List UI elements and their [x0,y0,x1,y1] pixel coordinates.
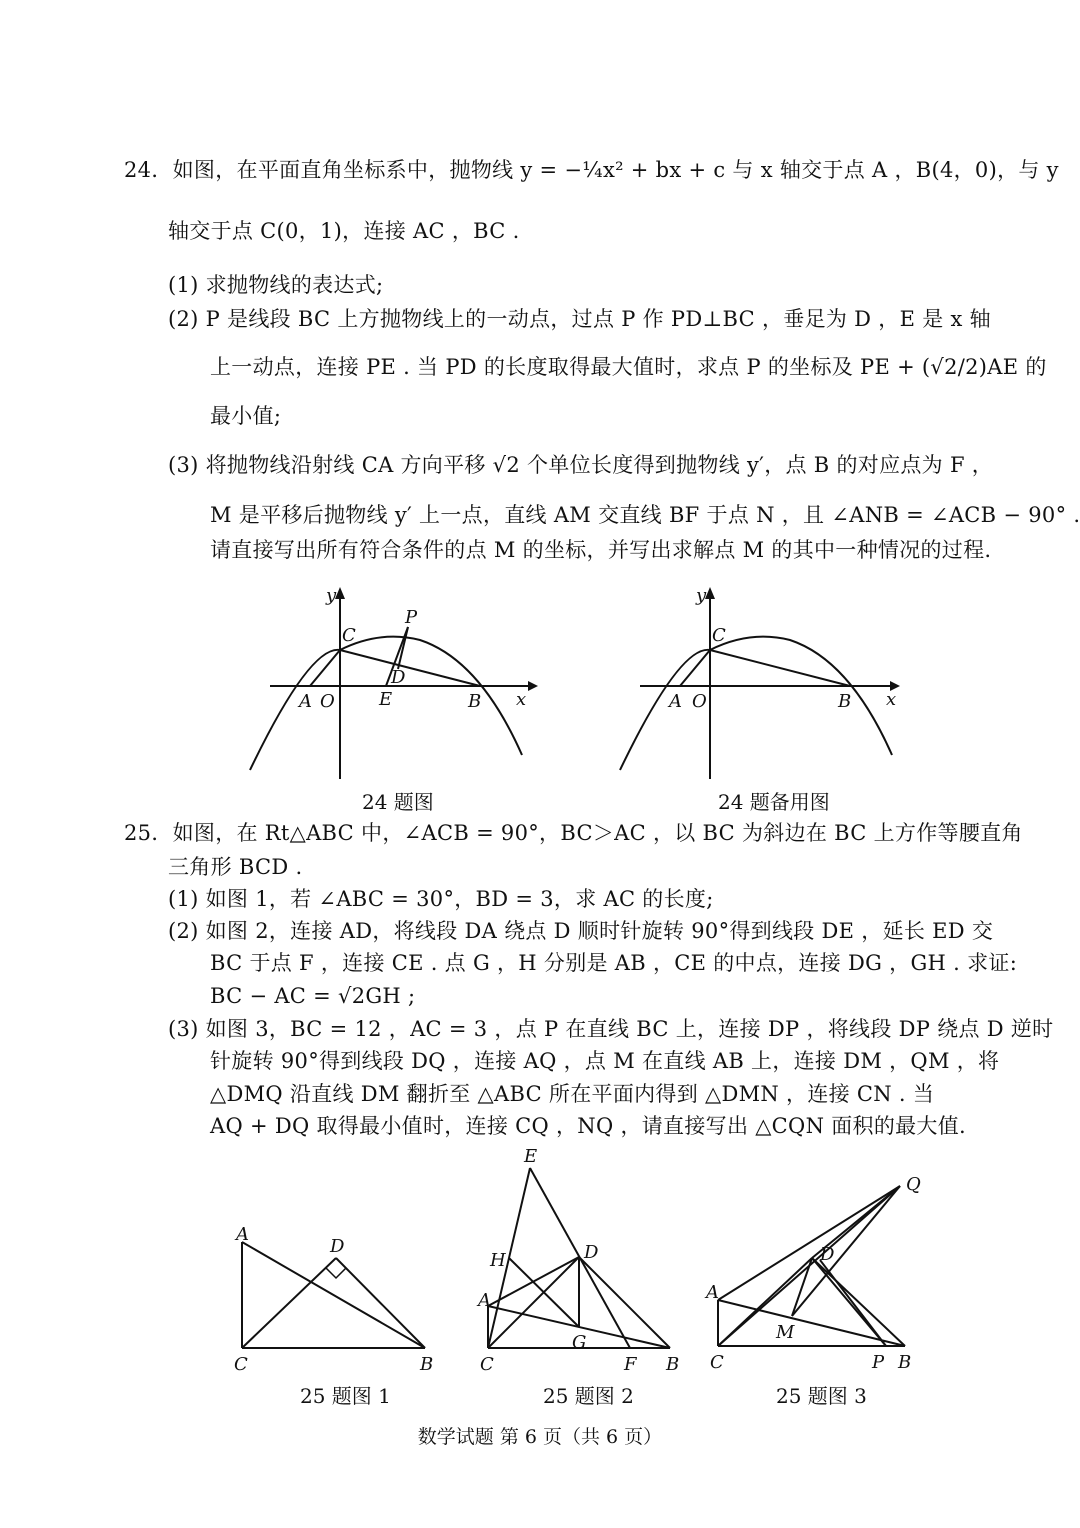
q25-part3-b: 针旋转 90°得到线段 DQ ，连接 AQ ，点 M 在直线 AB 上，连接 DM ，QM ，将 [210,1049,1000,1073]
q25-part3-a: (3) 如图 3，BC = 12 ，AC = 3 ，点 P 在直线 BC 上，连接 DP ，将线段 DP 绕点 D 逆时 [168,1017,1054,1041]
q25-part2-b: BC 于点 F ，连接 CE . 点 G ，H 分别是 AB ，CE 的中点，连接 DG ，GH . 求证: [210,951,1018,975]
page-footer: 数学试题 第 6 页（共 6 页） [417,1426,663,1448]
label-d: D [330,1236,345,1257]
q25-part2-c: BC − AC = √2GH ; [210,984,416,1008]
q24-figure-caption: 24 题图 [362,790,434,814]
segment-mq [792,1186,900,1316]
label-q: Q [906,1174,921,1195]
q24-part3-a: (3) 将抛物线沿射线 CA 方向平移 √2 个单位长度得到抛物线 y′，点 B 的对应点为 F ， [168,453,994,477]
q25-figure-1 [230,1220,450,1380]
label-b: B [666,1354,680,1375]
q24-line2: 轴交于点 C(0，1)，连接 AC ，BC . [168,219,520,243]
label-m: M [776,1322,795,1343]
label-e: E [524,1146,538,1167]
q25-figure-2-caption: 25 题图 2 [543,1384,634,1408]
q25-part3-c: △DMQ 沿直线 DM 翻折至 △ABC 所在平面内得到 △DMN ，连接 CN . 当 [210,1082,935,1106]
q25-line2: 三角形 BCD . [168,855,303,879]
x-axis-arrow [528,681,538,691]
q24-backup-caption: 24 题备用图 [718,790,830,814]
label-c: C [710,1352,724,1373]
q25-figure-1-caption: 25 题图 1 [300,1384,391,1408]
q24-part2-b: 上一动点，连接 PE . 当 PD 的长度取得最大值时，求点 P 的坐标及 PE + (√2/2)AE 的 [210,355,1047,379]
label-b: B [420,1354,434,1375]
q25-part2-a: (2) 如图 2，连接 AD，将线段 DA 绕点 D 顺时针旋转 90°得到线段 DE ，延长 ED 交 [168,919,994,943]
segment-db [812,1258,905,1346]
q24-backup-figure [610,585,910,785]
label-c: C [342,625,356,646]
label-c: C [480,1354,494,1375]
label-d: D [391,667,406,688]
segment-bc [710,650,850,686]
label-e: E [379,689,393,710]
label-x: x [516,689,527,710]
label-a: A [299,691,312,712]
label-x: x [886,689,897,710]
segment-aq [718,1186,900,1300]
label-g: G [572,1332,587,1353]
segment-cd [242,1258,336,1348]
q24-part3-b: M 是平移后抛物线 y′ 上一点，直线 AM 交直线 BF 于点 N ，且 ∠ANB = ∠ACB − 90° . [210,503,1080,527]
label-b: B [898,1352,912,1373]
q25-figure-2 [470,1140,690,1380]
q25-part3-d: AQ + DQ 取得最小值时，连接 CQ ，NQ ，请直接写出 △CQN 面积的最大值. [210,1114,966,1138]
y-axis-arrow [705,587,715,599]
y-axis-arrow [335,587,345,599]
q24-line1: 24．如图，在平面直角坐标系中，抛物线 y = −¼x² + bx + c 与 x 轴交于点 A ，B(4，0)，与 y [124,158,1059,182]
label-d: D [820,1244,835,1265]
right-angle-mark [326,1268,346,1278]
label-a: A [706,1282,719,1303]
label-p: P [872,1352,885,1373]
segment-ab [242,1242,425,1348]
label-b: B [838,691,852,712]
label-a: A [236,1224,249,1245]
segment-db [336,1258,425,1348]
segment-bc [340,650,480,686]
label-p: P [405,607,418,628]
label-a: A [478,1290,491,1311]
label-o: O [320,691,335,712]
label-a: A [669,691,682,712]
q24-part1: (1) 求抛物线的表达式; [168,273,384,297]
label-f: F [624,1354,637,1375]
q25-figure-3-caption: 25 题图 3 [776,1384,867,1408]
q25-figure-3 [700,1170,940,1380]
q25-part1: (1) 如图 1，若 ∠ABC = 30°，BD = 3，求 AC 的长度; [168,887,714,911]
label-c: C [712,625,726,646]
label-o: O [692,691,707,712]
segment-ab [718,1300,905,1346]
label-y: y [696,585,707,606]
segment-db [579,1257,670,1348]
label-b: B [468,691,482,712]
label-c: C [234,1354,248,1375]
label-y: y [326,585,337,606]
q24-figure [240,585,540,785]
label-d: D [584,1242,599,1263]
q24-part3-c: 请直接写出所有符合条件的点 M 的坐标，并写出求解点 M 的其中一种情况的过程. [210,538,992,562]
label-h: H [490,1250,506,1271]
q24-part2-a: (2) P 是线段 BC 上方抛物线上的一动点，过点 P 作 PD⊥BC ，垂足为 D ，E 是 x 轴 [168,307,991,331]
q24-part2-c: 最小值; [210,404,282,428]
q25-line1: 25．如图，在 Rt△ABC 中，∠ACB = 90°，BC＞AC ，以 BC 为斜边在 BC 上方作等腰直角 [124,821,1023,845]
